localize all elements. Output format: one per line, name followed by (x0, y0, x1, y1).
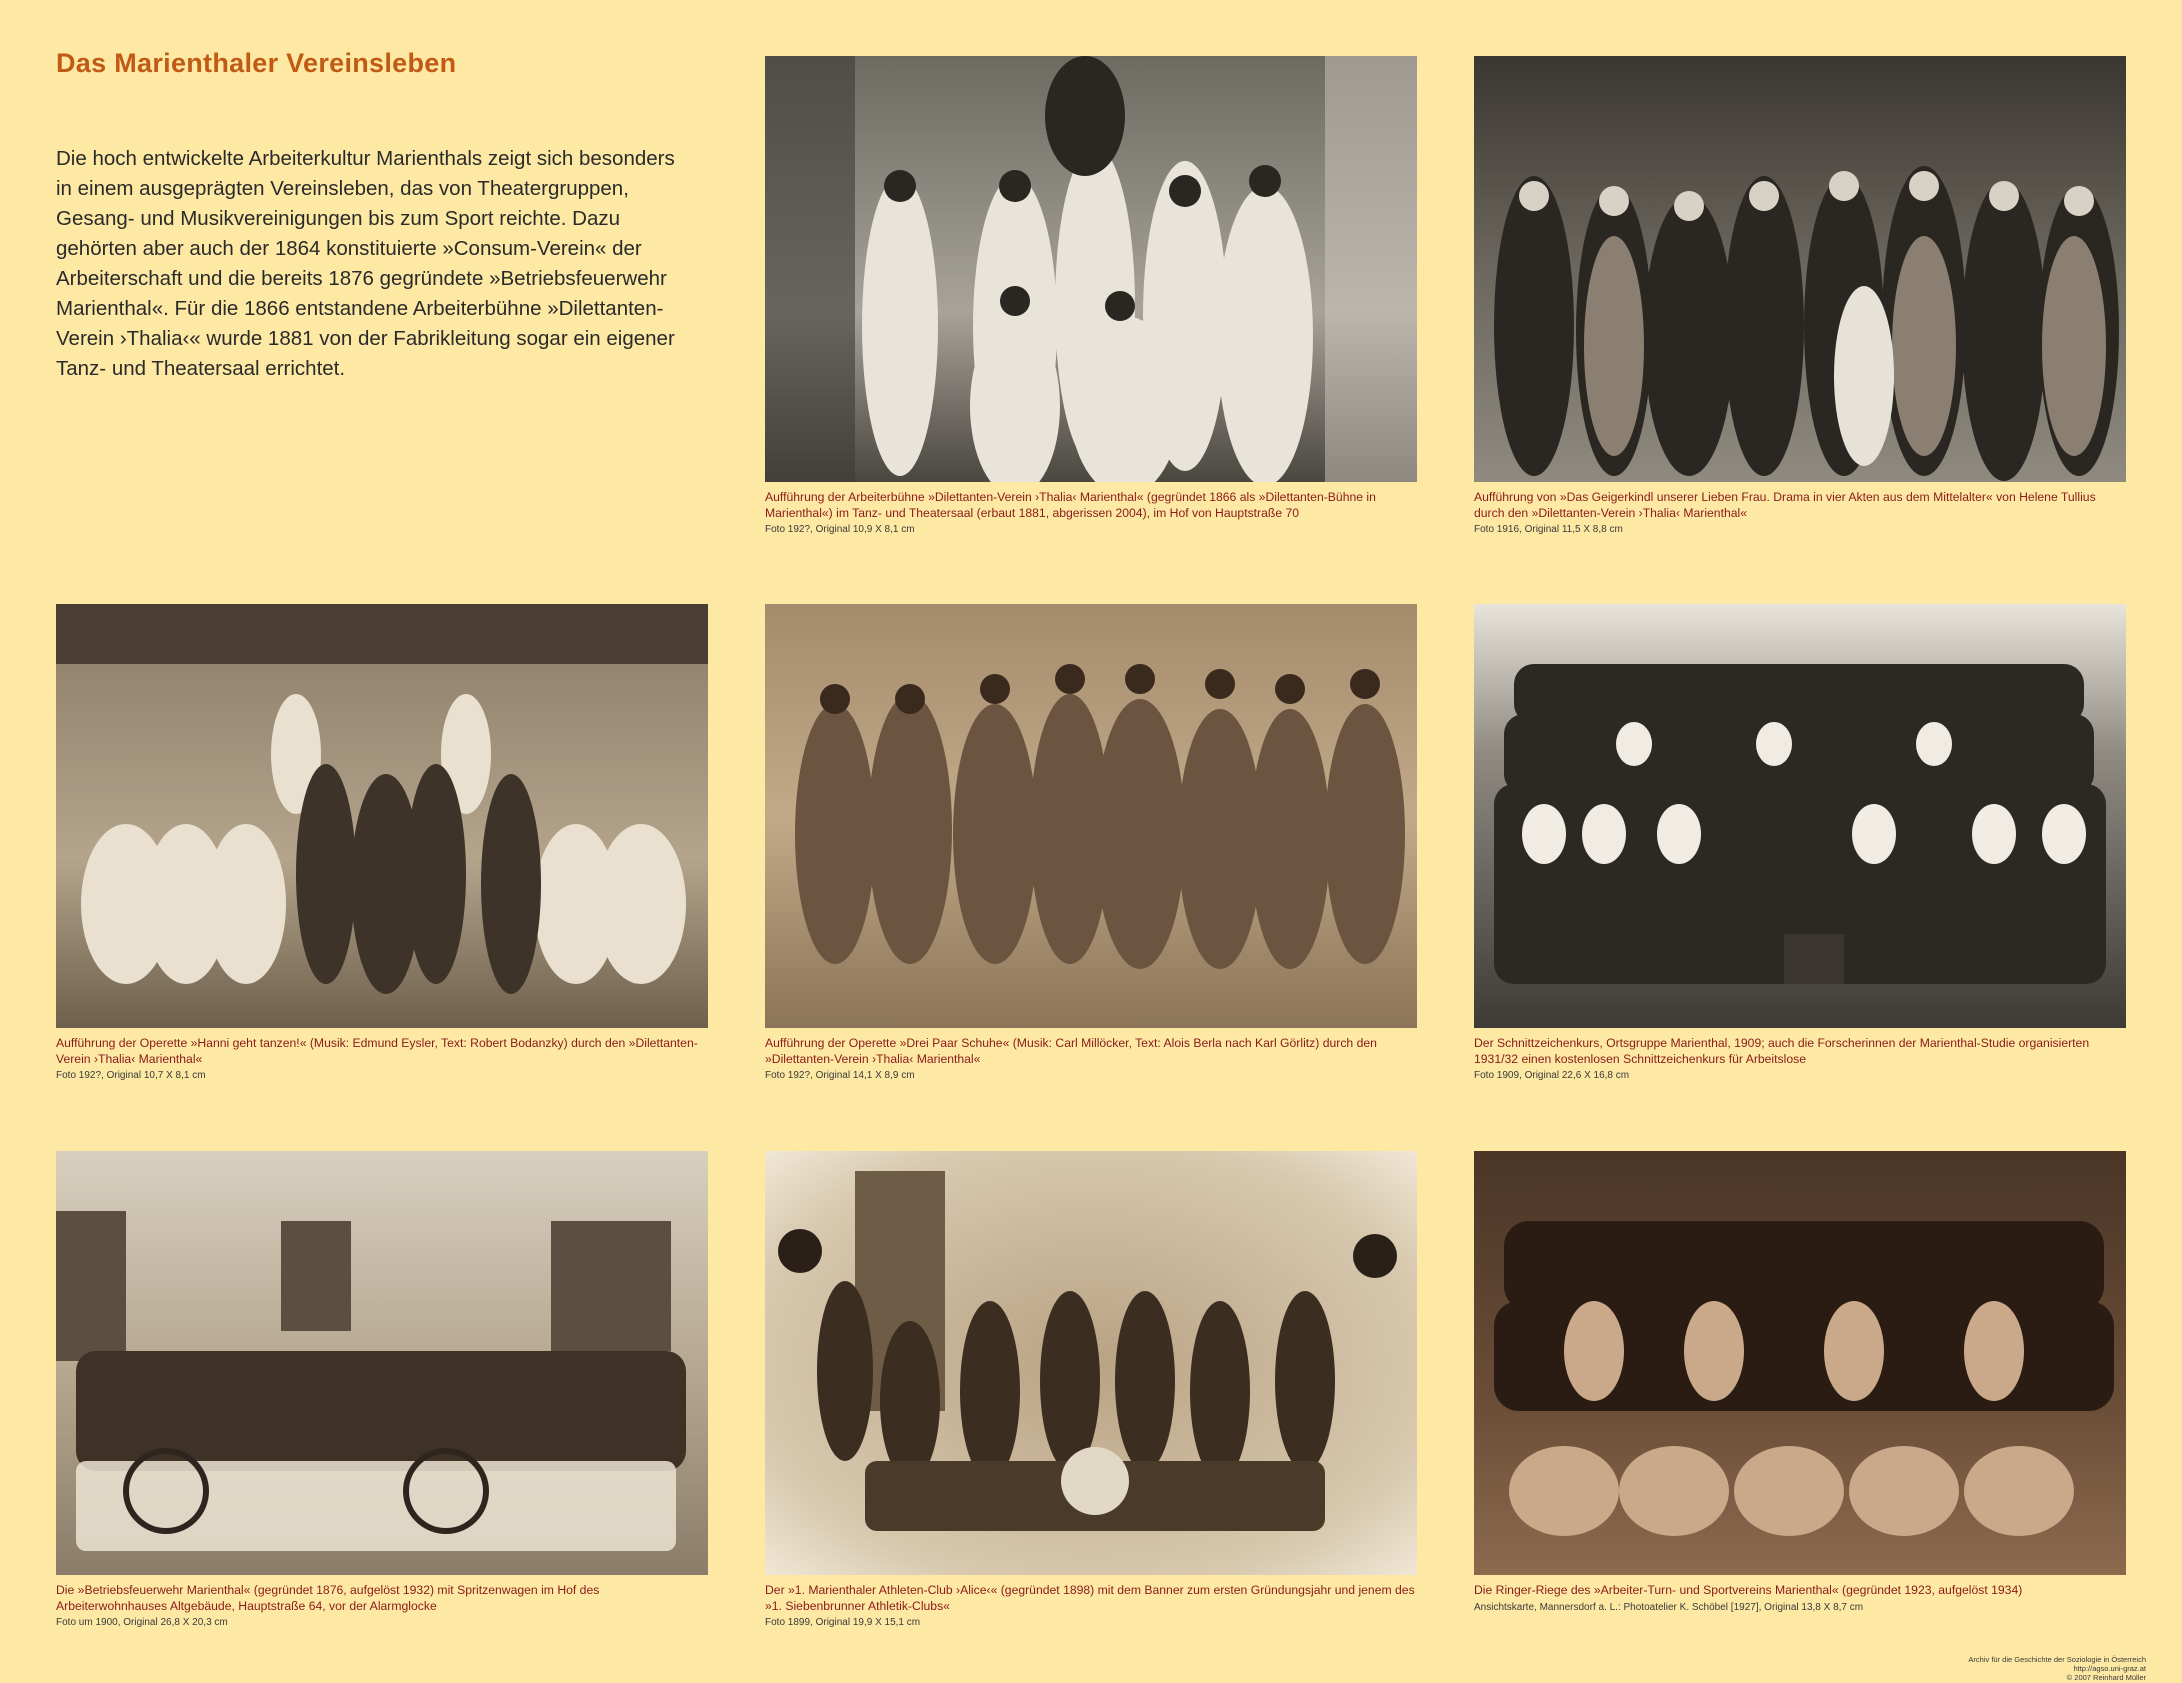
photo-schnittzeichenkurs (1474, 604, 2126, 1028)
photo-panel-schnittzeichenkurs (1474, 604, 2126, 1082)
credit-copyright: © 2007 Reinhard Müller (2066, 1673, 2146, 1682)
photo-caption: Der Schnittzeichenkurs, Ortsgruppe Marienthal, 1909; auch die Forscherinnen der Marienthal-Studie organisierten 1931/32 einen kostenlosen Schnittzeichenkurs für Arbeitslose (1474, 1036, 2090, 1066)
photo-note: Foto 1909, Original 22,6 X 16,8 cm (1474, 1070, 1630, 1081)
photo-caption: Der »1. Marienthaler Athleten-Club ›Alice‹« (gegründet 1898) mit dem Banner zum ersten Gründungsjahr und jenem des »1. Siebenbrunner Athletik-Clubs« (765, 1583, 1415, 1613)
photo-caption: Die Ringer-Riege des »Arbeiter-Turn- und Sportvereins Marienthal« (gegründet 1923, aufgelöst 1934) (1474, 1583, 2023, 1597)
page-title: Das Marienthaler Vereinsleben (56, 48, 457, 78)
photo-panel-betriebsfeuerwehr (56, 1151, 708, 1629)
photo-hanni-geht-tanzen (56, 604, 708, 1028)
photo-panel-ringer-riege (1474, 1151, 2126, 1614)
photo-caption: Aufführung von »Das Geigerkindl unserer Lieben Frau. Drama in vier Akten aus dem Mittelalter« von Helene Tullius durch den »Dilettanten-Verein ›Thalia‹ Marienthal« (1474, 490, 2096, 520)
photo-betriebsfeuerwehr (56, 1151, 708, 1575)
intro-text: Die hoch entwickelte Arbeiterkultur Marienthals zeigt sich besonders in einem ausgeprägten Vereinsleben, das von Theatergruppen, Gesang- und Musikvereinigungen bis zum Sport reichte. Dazu gehörten aber auch der 1864 konstituierte »Consum-Verein« der Arbeiterschaft und die bereits 1876 gegründete »Betriebsfeuerwehr Marienthal«. Für die 1866 entstandene Arbeiterbühne »Dilettanten-Verein ›Thalia‹« wurde 1881 von der Fabrikleitung sogar ein eigener Tanz- und Theatersaal errichtet. (56, 147, 675, 380)
credit-line: Archiv für die Geschichte der Soziologie in Österreich (1968, 1655, 2146, 1664)
photo-note: Ansichtskarte, Mannersdorf a. L.: Photoatelier K. Schöbel [1927], Original 13,8 X 8,7 cm (1474, 1601, 1864, 1613)
photo-panel-thalia-stage (765, 56, 1417, 536)
photo-caption: Aufführung der Arbeiterbühne »Dilettanten-Verein ›Thalia‹ Marienthal« (gegründet 1866 als »Dilettanten-Bühne in Marienthal«) im Tanz- und Theatersaal (erbaut 1881, abgerissen 2004), im Hof von Hauptstraße 70 (765, 490, 1376, 520)
photo-ringer-riege (1474, 1151, 2126, 1575)
photo-note: Foto 192?, Original 10,9 X 8,1 cm (765, 524, 915, 535)
photo-geigerkindl (1474, 56, 2126, 482)
photo-thalia-stage (765, 56, 1417, 482)
photo-caption: Aufführung der Operette »Drei Paar Schuhe« (Musik: Carl Millöcker, Text: Alois Berla nach Karl Görlitz) durch den »Dilettanten-Verein ›Thalia‹ Marienthal« (765, 1036, 1377, 1066)
photo-note: Foto 1916, Original 11,5 X 8,8 cm (1474, 524, 1623, 535)
photo-note: Foto 192?, Original 10,7 X 8,1 cm (56, 1070, 206, 1081)
photo-panel-drei-paar-schuhe (765, 604, 1417, 1082)
photo-note: Foto 1899, Original 19,9 X 15,1 cm (765, 1617, 921, 1628)
photo-note: Foto 192?, Original 14,1 X 8,9 cm (765, 1070, 915, 1081)
credit-url: http://agso.uni-graz.at (2073, 1664, 2146, 1673)
photo-panel-geigerkindl (1474, 56, 2126, 536)
photo-caption: Aufführung der Operette »Hanni geht tanzen!« (Musik: Edmund Eysler, Text: Robert Bodanzky) durch den »Dilettanten-Verein ›Thalia‹ Marienthal« (56, 1036, 698, 1066)
photo-panel-hanni-geht-tanzen (56, 604, 708, 1082)
photo-panel-athleten-club (765, 1151, 1417, 1629)
archive-credit (1926, 1655, 2146, 1682)
photo-drei-paar-schuhe (765, 604, 1417, 1028)
photo-caption: Die »Betriebsfeuerwehr Marienthal« (gegründet 1876, aufgelöst 1932) mit Spritzenwagen im Hof des Arbeiterwohnhauses Altgebäude, Hauptstraße 64, vor der Alarmglocke (56, 1583, 600, 1613)
photo-note: Foto um 1900, Original 26,8 X 20,3 cm (56, 1617, 228, 1628)
photo-athleten-club (765, 1151, 1417, 1575)
